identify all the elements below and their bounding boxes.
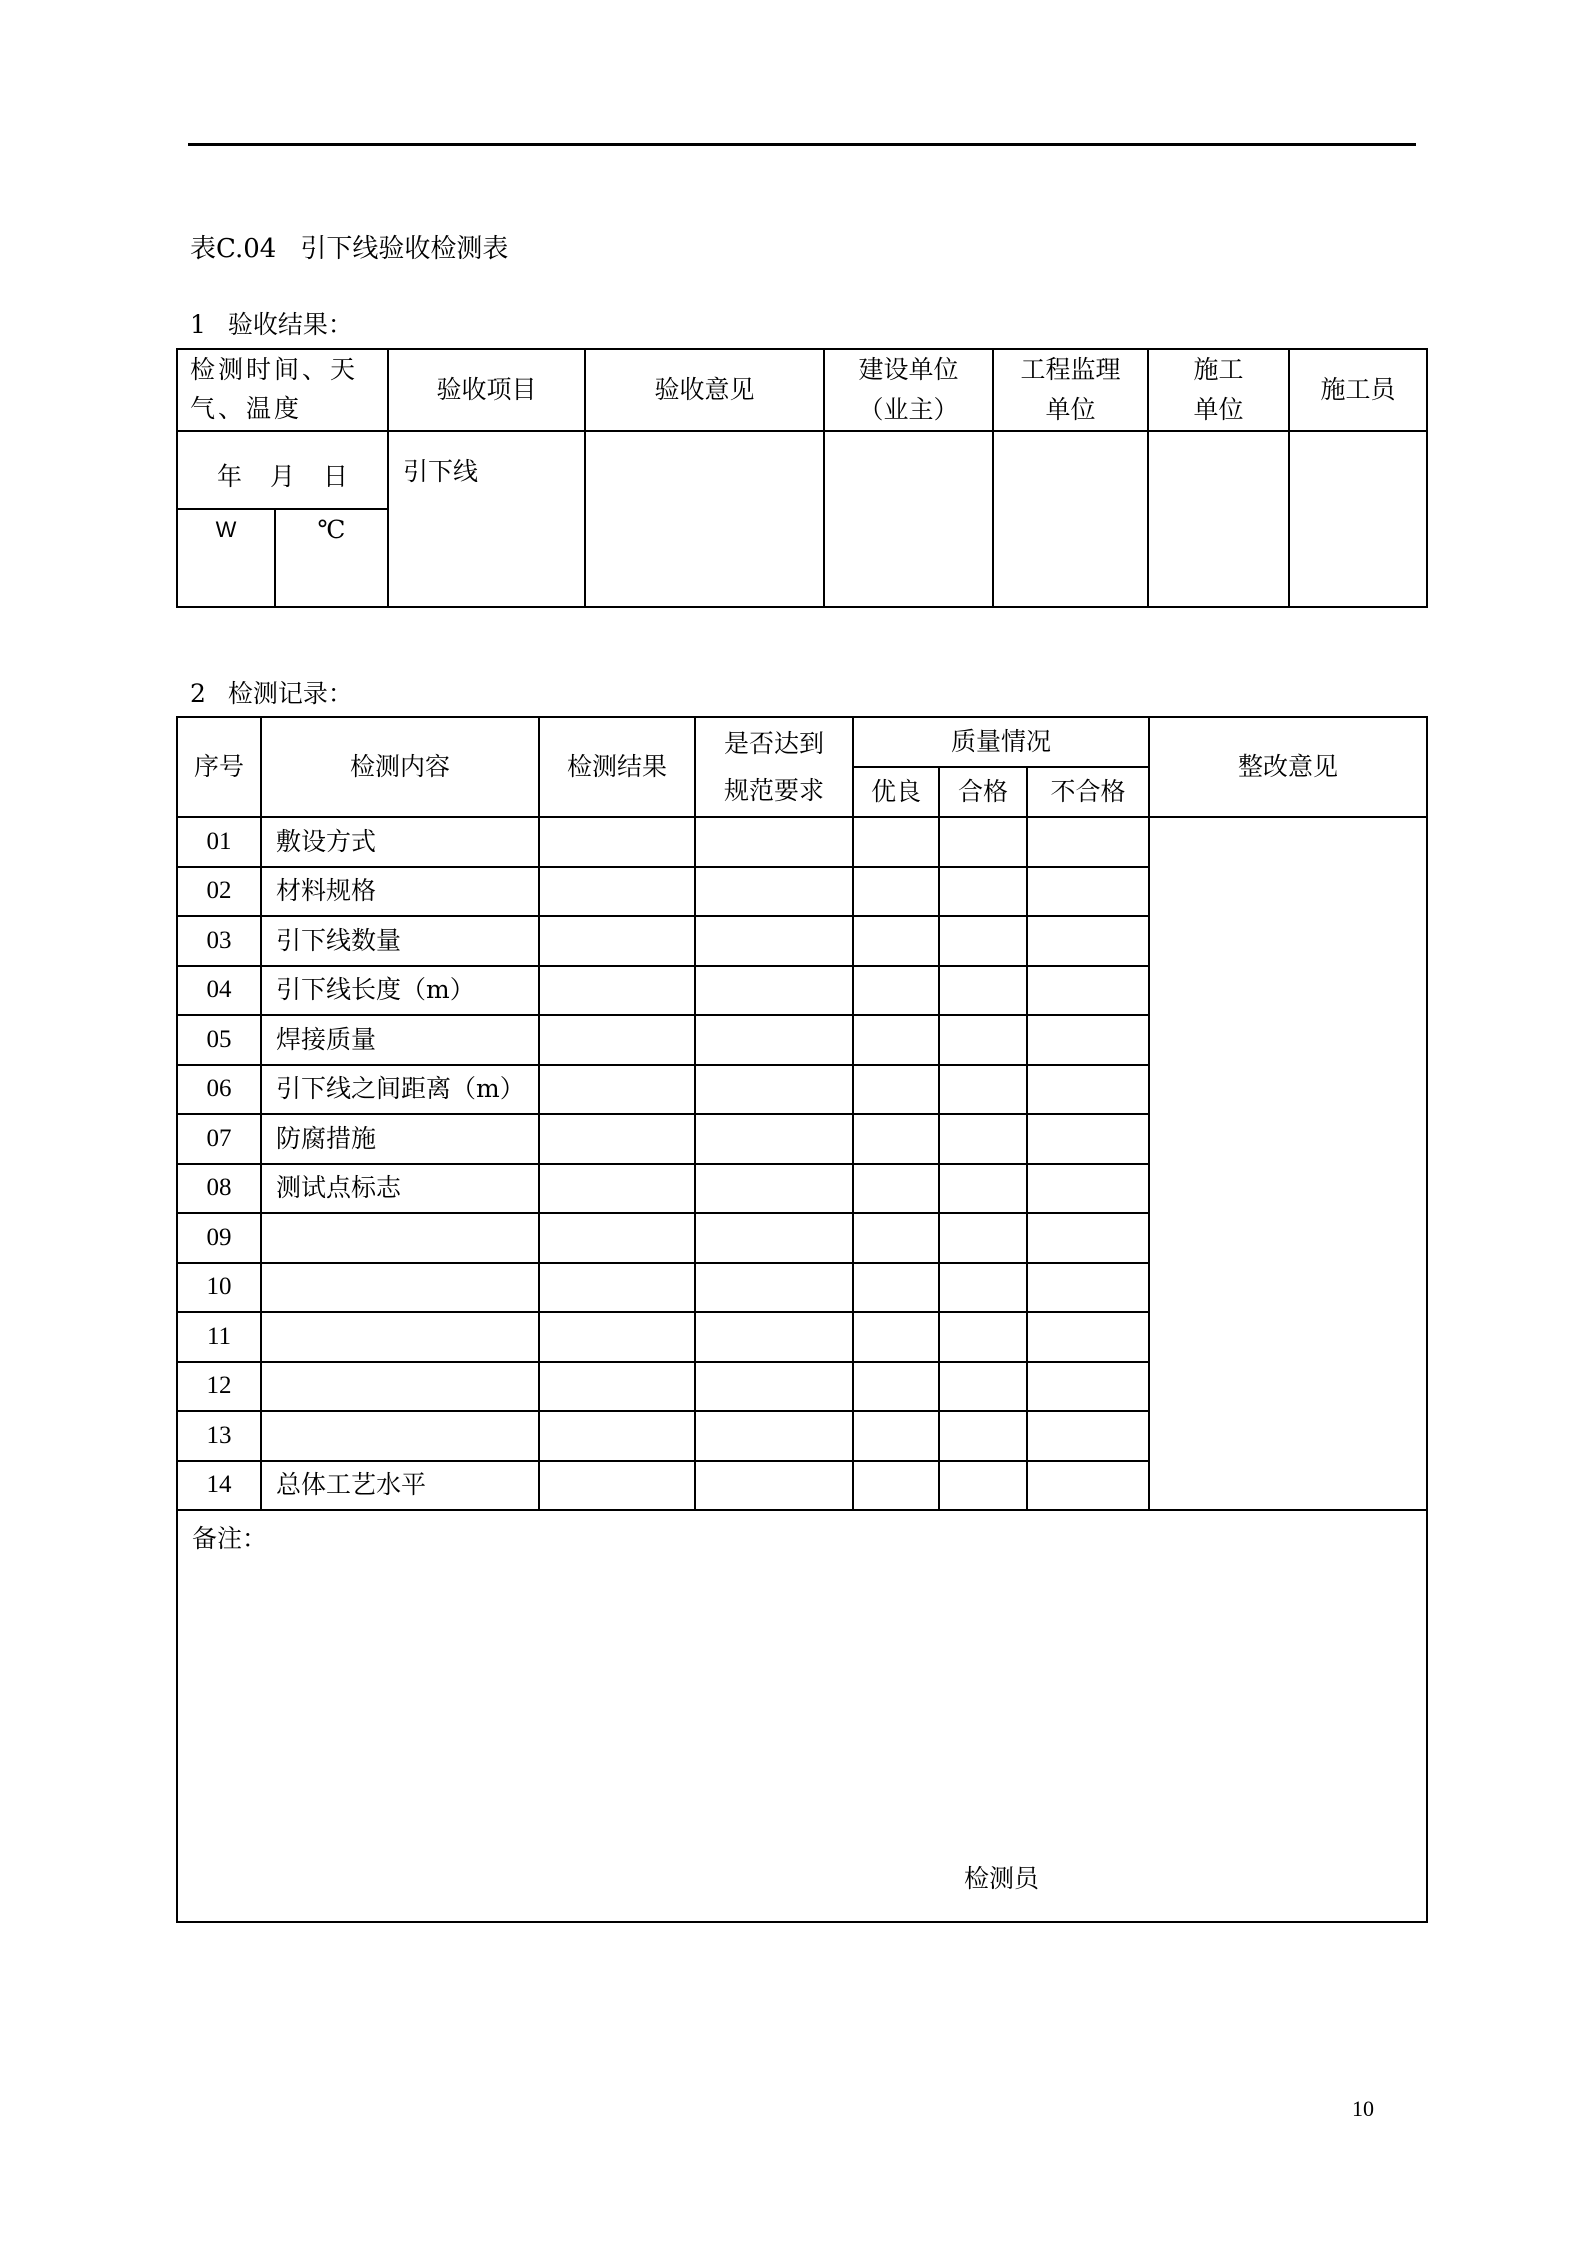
excellent-field[interactable] bbox=[853, 1015, 939, 1065]
meets-spec-field[interactable] bbox=[695, 1213, 853, 1263]
header-contractor: 施工 单位 bbox=[1148, 349, 1289, 431]
row-seq: 09 bbox=[177, 1213, 261, 1263]
pass-field[interactable] bbox=[939, 1411, 1027, 1461]
meets-spec-field[interactable] bbox=[695, 1065, 853, 1115]
header-owner: 建设单位 （业主） bbox=[824, 349, 993, 431]
excellent-field[interactable] bbox=[853, 1362, 939, 1412]
owner-field[interactable] bbox=[824, 431, 993, 607]
meets-spec-field[interactable] bbox=[695, 1015, 853, 1065]
result-field[interactable] bbox=[539, 1411, 695, 1461]
meets-spec-field[interactable] bbox=[695, 1114, 853, 1164]
item-value: 引下线 bbox=[388, 431, 585, 607]
pass-field[interactable] bbox=[939, 1213, 1027, 1263]
row-content: 引下线数量 bbox=[261, 916, 539, 966]
pass-field[interactable] bbox=[939, 1015, 1027, 1065]
remarks-field[interactable] bbox=[177, 1510, 1427, 1922]
table-code: 表C.04 bbox=[190, 234, 277, 264]
header-content: 检测内容 bbox=[261, 717, 539, 817]
header-quality: 质量情况 bbox=[853, 717, 1149, 767]
row-content: 总体工艺水平 bbox=[261, 1461, 539, 1511]
section2-heading: 2 检测记录： bbox=[190, 679, 353, 708]
fail-field[interactable] bbox=[1027, 1263, 1149, 1313]
excellent-field[interactable] bbox=[853, 867, 939, 917]
meets-spec-field[interactable] bbox=[695, 916, 853, 966]
pass-field[interactable] bbox=[939, 1461, 1027, 1511]
result-field[interactable] bbox=[539, 817, 695, 867]
row-seq: 07 bbox=[177, 1114, 261, 1164]
meets-spec-field[interactable] bbox=[695, 966, 853, 1016]
header-item: 验收项目 bbox=[388, 349, 585, 431]
pass-field[interactable] bbox=[939, 1362, 1027, 1412]
result-field[interactable] bbox=[539, 1164, 695, 1214]
excellent-field[interactable] bbox=[853, 916, 939, 966]
row-content: 敷设方式 bbox=[261, 817, 539, 867]
row-content: 材料规格 bbox=[261, 867, 539, 917]
excellent-field[interactable] bbox=[853, 1461, 939, 1511]
meets-spec-field[interactable] bbox=[695, 1411, 853, 1461]
header-excellent: 优良 bbox=[853, 767, 939, 817]
fail-field[interactable] bbox=[1027, 1461, 1149, 1511]
result-field[interactable] bbox=[539, 1213, 695, 1263]
worker-field[interactable] bbox=[1289, 431, 1427, 607]
weather-field[interactable]: W bbox=[177, 509, 275, 607]
rectify-field[interactable] bbox=[1149, 817, 1427, 1510]
header-time-weather-temp: 检测时间、天气、温度 bbox=[177, 349, 388, 431]
result-field[interactable] bbox=[539, 1461, 695, 1511]
pass-field[interactable] bbox=[939, 916, 1027, 966]
fail-field[interactable] bbox=[1027, 817, 1149, 867]
excellent-field[interactable] bbox=[853, 1164, 939, 1214]
excellent-field[interactable] bbox=[853, 1065, 939, 1115]
table-row bbox=[177, 817, 1427, 867]
fail-field[interactable] bbox=[1027, 1015, 1149, 1065]
pass-field[interactable] bbox=[939, 817, 1027, 867]
header-worker: 施工员 bbox=[1289, 349, 1427, 431]
row-content: 测试点标志 bbox=[261, 1164, 539, 1214]
temperature-field[interactable]: ℃ bbox=[275, 509, 388, 607]
page-number: 10 bbox=[1352, 2096, 1374, 2121]
acceptance-result-table bbox=[176, 348, 1428, 608]
header-rule bbox=[188, 143, 1416, 146]
meets-spec-field[interactable] bbox=[695, 1461, 853, 1511]
excellent-field[interactable] bbox=[853, 1411, 939, 1461]
excellent-field[interactable] bbox=[853, 1263, 939, 1313]
section1-heading: 1 验收结果： bbox=[190, 310, 353, 339]
excellent-field[interactable] bbox=[853, 1312, 939, 1362]
header-pass: 合格 bbox=[939, 767, 1027, 817]
row-content-field[interactable] bbox=[261, 1362, 539, 1412]
meets-spec-field[interactable] bbox=[695, 1263, 853, 1313]
result-field[interactable] bbox=[539, 1065, 695, 1115]
row-seq: 11 bbox=[177, 1312, 261, 1362]
fail-field[interactable] bbox=[1027, 1362, 1149, 1412]
fail-field[interactable] bbox=[1027, 1164, 1149, 1214]
pass-field[interactable] bbox=[939, 1263, 1027, 1313]
result-field[interactable] bbox=[539, 916, 695, 966]
supervisor-field[interactable] bbox=[993, 431, 1148, 607]
row-seq: 14 bbox=[177, 1461, 261, 1511]
fail-field[interactable] bbox=[1027, 1411, 1149, 1461]
contractor-field[interactable] bbox=[1148, 431, 1289, 607]
row-seq: 08 bbox=[177, 1164, 261, 1214]
excellent-field[interactable] bbox=[853, 817, 939, 867]
row-content: 防腐措施 bbox=[261, 1114, 539, 1164]
row-content-field[interactable] bbox=[261, 1312, 539, 1362]
row-content: 引下线长度（m） bbox=[261, 966, 539, 1016]
header-opinion: 验收意见 bbox=[585, 349, 824, 431]
fail-field[interactable] bbox=[1027, 966, 1149, 1016]
row-content-field[interactable] bbox=[261, 1411, 539, 1461]
pass-field[interactable] bbox=[939, 1164, 1027, 1214]
inspector-label: 检测员 bbox=[964, 1864, 1040, 1893]
row-seq: 06 bbox=[177, 1065, 261, 1115]
row-content: 引下线之间距离（m） bbox=[261, 1065, 539, 1115]
fail-field[interactable] bbox=[1027, 867, 1149, 917]
pass-field[interactable] bbox=[939, 966, 1027, 1016]
pass-field[interactable] bbox=[939, 1114, 1027, 1164]
meets-spec-field[interactable] bbox=[695, 1312, 853, 1362]
header-supervisor: 工程监理 单位 bbox=[993, 349, 1148, 431]
result-field[interactable] bbox=[539, 1114, 695, 1164]
row-content: 焊接质量 bbox=[261, 1015, 539, 1065]
excellent-field[interactable] bbox=[853, 966, 939, 1016]
header-meets-spec: 是否达到 规范要求 bbox=[695, 717, 853, 817]
date-field[interactable]: 年 月 日 bbox=[177, 431, 388, 509]
meets-spec-field[interactable] bbox=[695, 1164, 853, 1214]
result-field[interactable] bbox=[539, 867, 695, 917]
result-field[interactable] bbox=[539, 1015, 695, 1065]
inspection-record-table bbox=[176, 716, 1428, 1923]
result-field[interactable] bbox=[539, 1263, 695, 1313]
row-seq: 13 bbox=[177, 1411, 261, 1461]
fail-field[interactable] bbox=[1027, 1213, 1149, 1263]
meets-spec-field[interactable] bbox=[695, 1362, 853, 1412]
fail-field[interactable] bbox=[1027, 1312, 1149, 1362]
excellent-field[interactable] bbox=[853, 1114, 939, 1164]
header-rectify: 整改意见 bbox=[1149, 717, 1427, 817]
header-result: 检测结果 bbox=[539, 717, 695, 817]
row-content-field[interactable] bbox=[261, 1213, 539, 1263]
row-seq: 10 bbox=[177, 1263, 261, 1313]
pass-field[interactable] bbox=[939, 1065, 1027, 1115]
fail-field[interactable] bbox=[1027, 916, 1149, 966]
header-seq: 序号 bbox=[177, 717, 261, 817]
result-field[interactable] bbox=[539, 1312, 695, 1362]
row-seq: 05 bbox=[177, 1015, 261, 1065]
excellent-field[interactable] bbox=[853, 1213, 939, 1263]
remarks-label: 备注： bbox=[192, 1524, 268, 1553]
meets-spec-field[interactable] bbox=[695, 867, 853, 917]
opinion-field[interactable] bbox=[585, 431, 824, 607]
row-seq: 04 bbox=[177, 966, 261, 1016]
pass-field[interactable] bbox=[939, 1312, 1027, 1362]
result-field[interactable] bbox=[539, 1362, 695, 1412]
row-content-field[interactable] bbox=[261, 1263, 539, 1313]
fail-field[interactable] bbox=[1027, 1114, 1149, 1164]
page-title bbox=[190, 228, 508, 265]
meets-spec-field[interactable] bbox=[695, 817, 853, 867]
row-seq: 02 bbox=[177, 867, 261, 917]
header-fail: 不合格 bbox=[1027, 767, 1149, 817]
row-seq: 01 bbox=[177, 817, 261, 867]
pass-field[interactable] bbox=[939, 867, 1027, 917]
row-seq: 03 bbox=[177, 916, 261, 966]
fail-field[interactable] bbox=[1027, 1065, 1149, 1115]
table-title: 引下线验收检测表 bbox=[300, 234, 509, 264]
result-field[interactable] bbox=[539, 966, 695, 1016]
row-seq: 12 bbox=[177, 1362, 261, 1412]
